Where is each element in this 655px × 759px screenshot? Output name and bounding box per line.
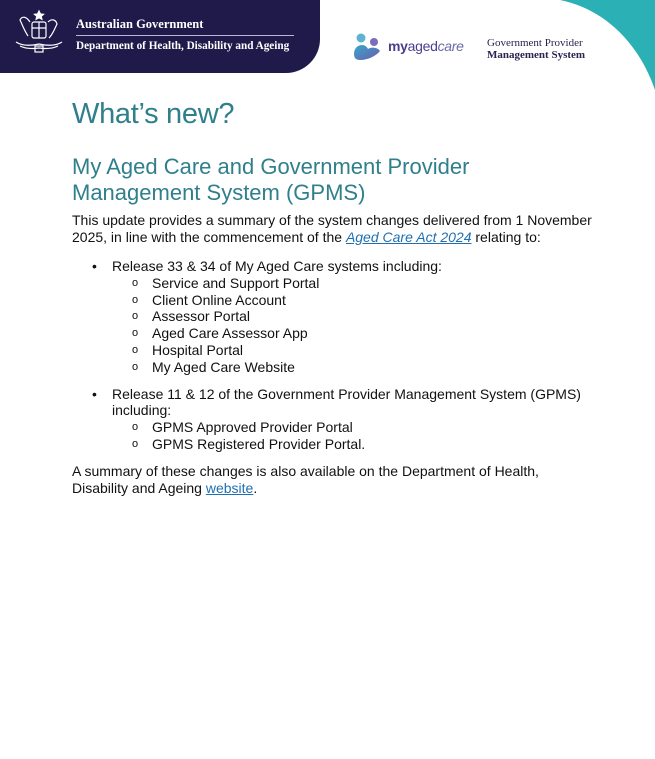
list-item [132, 275, 592, 292]
logo-word-care: care [437, 38, 464, 54]
myagedcare-logo [352, 32, 464, 60]
government-banner [0, 0, 320, 73]
gpms-logo-line2: Management System [487, 49, 586, 61]
logo-word-aged: aged [407, 38, 438, 54]
list-item [132, 308, 592, 325]
intro-text-after: relating to: [471, 229, 541, 245]
release-label: Release 11 & 12 of the Government Provider Management System (GPMS) including: [112, 385, 581, 419]
release-label: Release 33 & 34 of My Aged Care systems including: [112, 258, 442, 274]
intro-paragraph [72, 212, 592, 246]
list-item [132, 436, 592, 453]
list-item [132, 419, 592, 436]
document-body [72, 96, 592, 497]
sub-bullet-icon: o [132, 421, 139, 434]
summary-paragraph [72, 463, 592, 497]
item-label: Client Online Account [152, 291, 286, 308]
mac-systems-list [112, 275, 592, 376]
website-link[interactable]: website [205, 479, 254, 496]
bullet-icon: • [92, 385, 97, 402]
item-label: Hospital Portal [152, 341, 244, 358]
list-item-release-mac [92, 258, 592, 376]
section-title: My Aged Care and Government Provider Management System (GPMS) [72, 154, 470, 205]
gpms-systems-list [112, 419, 592, 453]
summary-text-before: A summary of these changes is also available on the Department of Health, Disability and Ageing [72, 462, 539, 496]
gpms-logo-line1: Government Provider [487, 37, 583, 49]
item-label: GPMS Registered Provider Portal. [152, 435, 366, 452]
intro-text-before: This update provides a summary of the system changes delivered from 1 November 2025, in line with the commencement of the [72, 212, 592, 245]
summary-text-after: . [253, 479, 258, 496]
gpms-logo [487, 37, 585, 61]
sub-bullet-icon: o [132, 327, 139, 340]
list-item [132, 292, 592, 309]
coat-of-arms-icon [8, 8, 70, 58]
aged-care-act-link[interactable]: Aged Care Act 2024 [345, 229, 472, 245]
list-item [132, 359, 592, 376]
sub-bullet-icon: o [132, 343, 139, 356]
release-list [72, 258, 592, 453]
sub-bullet-icon: o [132, 310, 139, 323]
item-label: Assessor Portal [152, 308, 251, 325]
sub-bullet-icon: o [132, 437, 139, 450]
item-label: Aged Care Assessor App [152, 325, 308, 342]
sub-bullet-icon: o [132, 293, 139, 306]
list-item [132, 342, 592, 359]
sub-bullet-icon: o [132, 276, 139, 289]
list-item-release-gpms [92, 386, 592, 453]
myagedcare-people-icon [352, 32, 382, 60]
page-title: What’s new? [72, 98, 235, 130]
logo-word-my: my [388, 38, 408, 54]
item-label: Service and Support Portal [152, 274, 320, 291]
item-label: GPMS Approved Provider Portal [152, 419, 353, 436]
sub-bullet-icon: o [132, 360, 139, 373]
list-item [132, 325, 592, 342]
department-name: Department of Health, Disability and Ageing [76, 40, 290, 52]
bullet-icon: • [92, 258, 97, 274]
government-name: Australian Government [76, 17, 294, 36]
item-label: My Aged Care Website [152, 358, 295, 375]
